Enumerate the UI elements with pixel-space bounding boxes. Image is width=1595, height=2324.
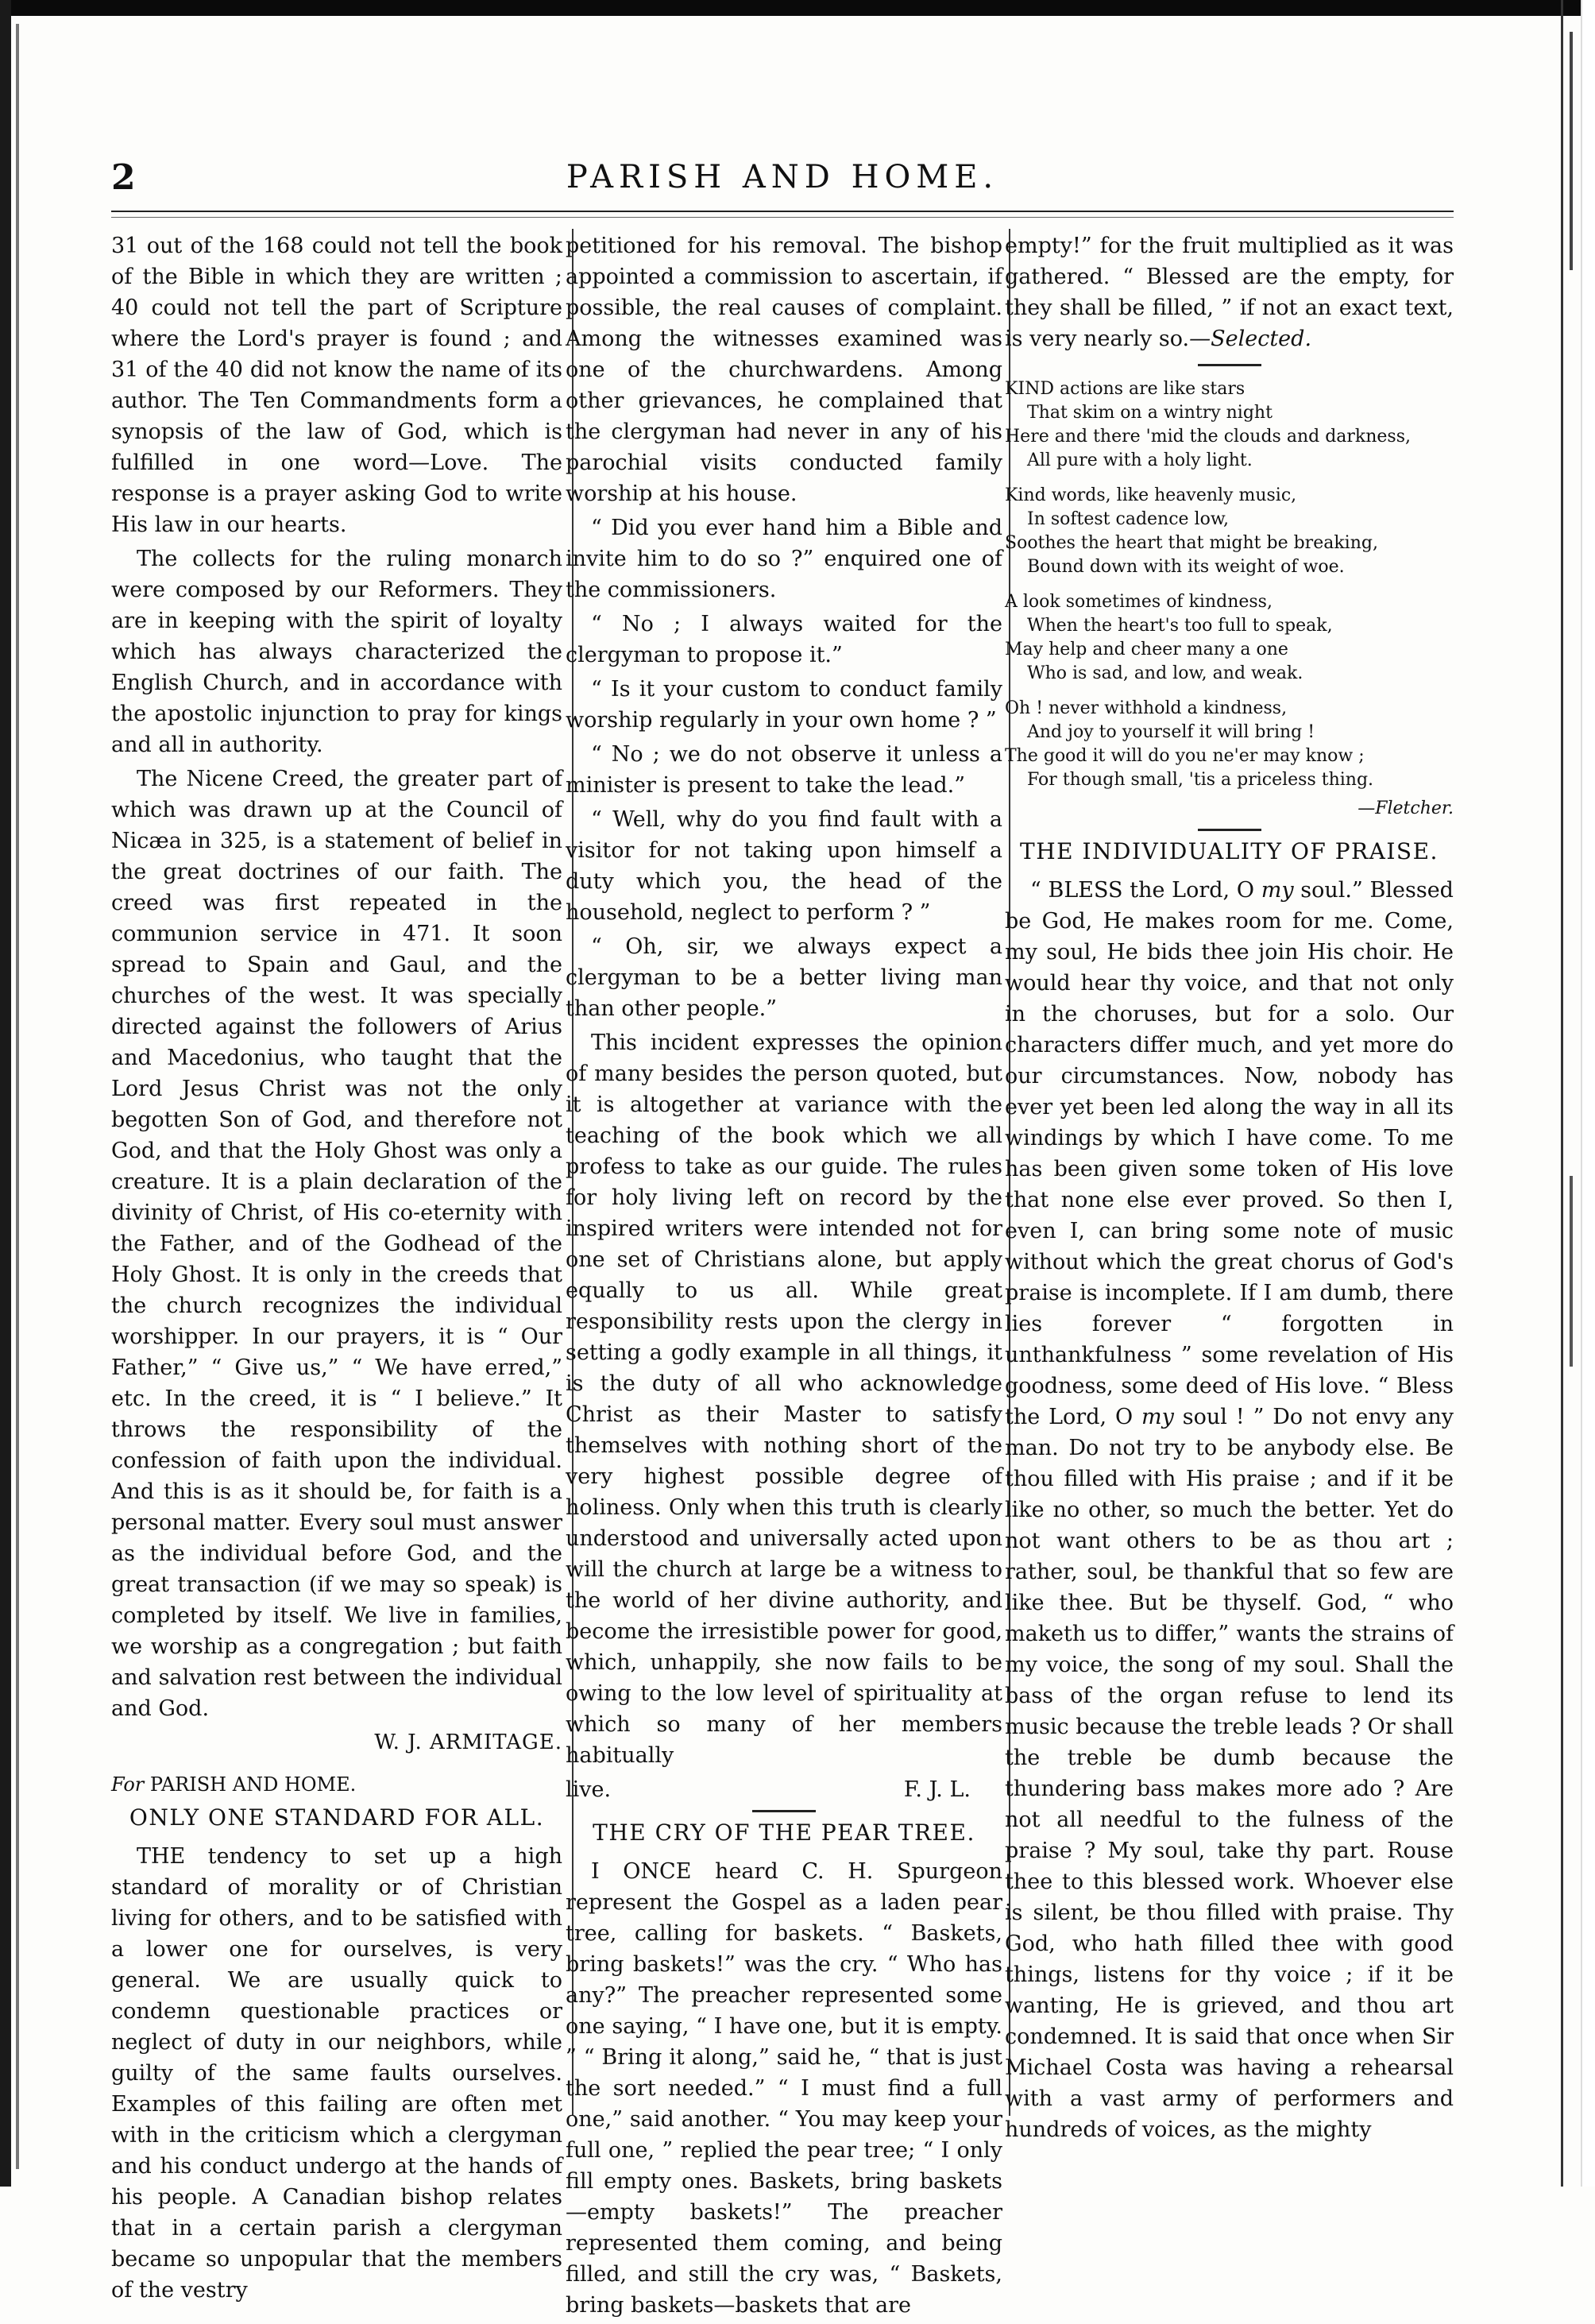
paragraph (566, 1856, 1002, 2321)
paragraph-text: heard C. H. Spurgeon represent the Gospel as a laden pear tree, calling for baskets. “ Baskets, bring baskets!” was the cry. “ Who has any?” The preacher represented some one saying, “ I have one, but it is empty. ” “ Bring it along,” said he, “ that is just the sort needed.” “ I must find a full one,” said another. “ You may keep your full one, ” replied the pear tree; “ I only fill empty ones. Baskets, bring baskets—empty baskets!” The preacher represented them coming, and being filled, and still the cry was, “ Baskets, bring baskets—baskets that are (566, 1859, 1002, 2318)
column-2 (566, 230, 1002, 2324)
poem-line: May help and cheer many a one (1005, 640, 1288, 659)
header-rule-thin (111, 217, 1454, 218)
lead-word: I ONCE (591, 1859, 692, 1884)
paragraph-text: soul.” Blessed be God, He makes room for me. Come, my soul, He bids thee join His choir. He would hear thy voice, and that not only in the choruses, but for a solo. Our characters differ much, and yet more do our circumstances. Now, nobody has ever yet been led along the way in all its windings by which I have come. To me has been given some token of His love that none else ever proved. So then I, even I, can bring some note of music without which the great chorus of God's praise is incomplete. If I am dumb, there lies forever “ forgotten in unthankfulness ” some revelation of His goodness, some deed of His love. “ Bless the Lord, O (1005, 878, 1454, 1429)
author-signature: W. J. ARMITAGE. (374, 1730, 562, 1754)
author-initials: F. J. L. (903, 1777, 971, 1802)
article-heading: THE CRY OF THE PEAR TREE. (593, 1819, 975, 1846)
poem-line: Kind words, like heavenly music, (1005, 485, 1297, 505)
poem-line: All pure with a holy light. (1027, 450, 1253, 470)
source-prefix: For (111, 1773, 145, 1796)
paragraph: The Nicene Creed, the greater part of which was drawn up at the Council of Nicæa in 325, is a statement of belief in the great doctrines of our faith. The creed was first repeated in the communion service in 471. It soon spread to Spain and Gaul, and the churches of the west. It was specially directed against the followers of Arius and Macedonius, who taught that the Lord Jesus Christ was not the only begotten Son of God, and therefore not God, and that the Holy Ghost was only a creature. It is a plain declaration of the divinity of Christ, of His co-eternity with the Father, and of the Godhead of the Holy Ghost. It is only in the creeds that the church recognizes the individual worshipper. In our prayers, it is “ Our Father,” “ Give us,” “ We have erred,” etc. In the creed, it is “ I believe.” It throws the responsibility of the confession of faith upon the individual. And this is as it should be, for faith is a personal matter. Every soul must answer as the individual before God, and the great transaction (if we may so speak) is completed by itself. We live in families, we worship as a congregation ; but faith and salvation rest between the individual and God. (111, 767, 562, 1721)
poem-line: When the heart's too full to speak, (1027, 616, 1333, 636)
scan-right-line (1561, 0, 1563, 2187)
scan-right-mark-lower (1570, 1176, 1573, 1367)
page-spine-line (16, 24, 19, 2169)
poem-line: Who is sad, and low, and weak. (1027, 663, 1303, 683)
poem (1005, 377, 1454, 821)
paragraph: The collects for the ruling monarch were composed by our Reformers. They are in keeping with the spirit of loyalty which has always characterized the English Church, and in accordance with the apostolic injunction to pray for kings and all in authority. (111, 547, 562, 757)
paragraph-text: tendency to set up a high standard of morality or of Christian living for others, and to be satisfied with a lower one for ourselves, is very general. We are usually quick to condemn questionable practices or neglect of duty in our neighbors, while guilty of the same faults ourselves. Examples of this failing are often met with in the criticism which a clergyman and his conduct undergo at the hands of his people. A Canadian bishop relates that in a certain parish a clergyman became so unpopular that the members of the vestry (111, 1844, 562, 2303)
poem-line: Bound down with its weight of woe. (1027, 557, 1345, 577)
poem-stanza (1005, 590, 1454, 686)
scan-right-margin (1581, 0, 1595, 2187)
paragraph: “ Oh, sir, we always expect a clergyman to be a better living man than other people.” (566, 934, 1002, 1021)
section-rule (752, 1810, 816, 1812)
page-number: 2 (111, 157, 136, 198)
source-line (111, 1769, 562, 1800)
scan-right-mark (1570, 32, 1573, 270)
poem-line: Here and there 'mid the clouds and darkness, (1005, 427, 1412, 447)
closing-word: live. (566, 1777, 612, 1802)
paragraph: “ Well, why do you find fault with a visitor for not taking upon himself a duty which you, the head of the household, neglect to perform ? ” (566, 807, 1002, 925)
paragraph: “ Is it your custom to conduct family worship regularly in your own home ? ” (566, 677, 1002, 733)
poem-line: Soothes the heart that might be breaking, (1005, 533, 1378, 553)
paragraph-text: “ BLESS the Lord, O (1030, 878, 1254, 903)
poem-line: That skim on a wintry night (1027, 403, 1273, 423)
poem-stanza (1005, 484, 1454, 579)
paragraph: “ No ; I always waited for the clergyman to propose it.” (566, 612, 1002, 667)
emphasis: my (1141, 1405, 1174, 1429)
paragraph (111, 1841, 562, 2306)
header-rule (111, 211, 1454, 212)
article-heading: THE INDIVIDUALITY OF PRAISE. (1020, 838, 1439, 864)
column-3 (1005, 230, 1454, 2148)
running-title: PARISH AND HOME. (566, 159, 999, 195)
poem-stanza (1005, 377, 1454, 473)
scan-left-border (0, 0, 11, 2187)
poem-line: For though small, 'tis a priceless thing. (1027, 770, 1374, 790)
paragraph: petitioned for his removal. The bishop appointed a commission to ascertain, if possible, the real causes of complaint. Among the witnesses examined was one of the churchwardens. Among other grievances, he complained that the clergyman had never in any of his parochial visits conducted family worship at his house. (566, 234, 1002, 506)
scan-top-border (0, 0, 1595, 16)
poem-line: In softest cadence low, (1027, 509, 1230, 529)
lead-word: THE (137, 1844, 186, 1869)
poem-stanza (1005, 697, 1454, 792)
article-heading: ONLY ONE STANDARD FOR ALL. (129, 1804, 545, 1831)
section-rule (1198, 829, 1261, 831)
paragraph (1005, 230, 1454, 354)
section-rule (1198, 364, 1261, 366)
paragraph: “ No ; we do not observe it unless a minister is present to take the lead.” (566, 742, 1002, 798)
closing-line (566, 1774, 1002, 1805)
emphasis: my (1261, 878, 1294, 903)
source-name: PARISH AND HOME. (149, 1773, 357, 1796)
page-header (111, 157, 1454, 205)
poem-line: KIND actions are like stars (1005, 379, 1245, 399)
paragraph: “ Did you ever hand him a Bible and invite him to do so ?” enquired one of the commissioners. (566, 516, 1002, 602)
paragraph: 31 out of the 168 could not tell the book of the Bible in which they are written ; 40 could not tell the part of Scripture where the Lord's prayer is found ; and 31 of the 40 did not know the name of its author. The Ten Commandments form a synopsis of the law of God, which is fulfilled in one word—Love. The response is a prayer asking God to write His law in our hearts. (111, 234, 562, 537)
poem-author: —Fletcher. (1357, 799, 1454, 818)
poem-line: A look sometimes of kindness, (1005, 592, 1273, 612)
poem-line: Oh ! never withhold a kindness, (1005, 698, 1288, 718)
source-credit: —Selected. (1189, 327, 1312, 351)
paragraph-text: soul ! ” Do not envy any man. Do not try to be anybody else. Be thou filled with His praise ; and if it be like no other, so much the better. Yet do not want others to be as thou art ; rather, soul, be thankful that so few are like thee. But be thyself. God, “ who maketh us to differ,” wants the strains of my voice, the song of my soul. Shall the bass of the organ refuse to lend its music because the treble leads ? Or shall the treble be dumb because the thundering bass makes more ado ? Are not all needful to the fulness of the praise ? My soul, take thy part. Rouse thee to this blessed work. Whoever else is silent, be thou filled with praise. Thy God, who hath filled thee with good things, listens for thy voice ; if it be wanting, He is grieved, and thou art condemned. It is said that once when Sir Michael Costa was having a rehearsal with a vast army of performers and hundreds of voices, as the mighty (1005, 1405, 1454, 2142)
poem-line: And joy to yourself it will bring ! (1027, 722, 1315, 742)
paragraph: This incident expresses the opinion of many besides the person quoted, but it is altogether at variance with the teaching of the book which we all profess to take as our guide. The rules for holy living left on record by the inspired writers were intended not for one set of Christians alone, but apply equally to us all. While great responsibility rests upon the clergy in setting a godly example in all things, it is the duty of all who acknowledge Christ as their Master to satisfy themselves with nothing short of the very highest possible degree of holiness. Only when this truth is clearly understood and universally acted upon will the church at large be a witness to the world of her divine authority, and become the irresistible power for good, which, unhappily, she now fails to be owing to the low level of spirituality at which so many of her members habitually (566, 1031, 1002, 1768)
paragraph (1005, 875, 1454, 2145)
paragraph-text: empty!” for the fruit multiplied as it was gathered. “ Blessed are the empty, for they shall be filled, ” if not an exact text, is very nearly so. (1005, 234, 1454, 351)
poem-line: The good it will do you ne'er may know ; (1005, 746, 1365, 766)
column-1 (111, 230, 562, 2309)
